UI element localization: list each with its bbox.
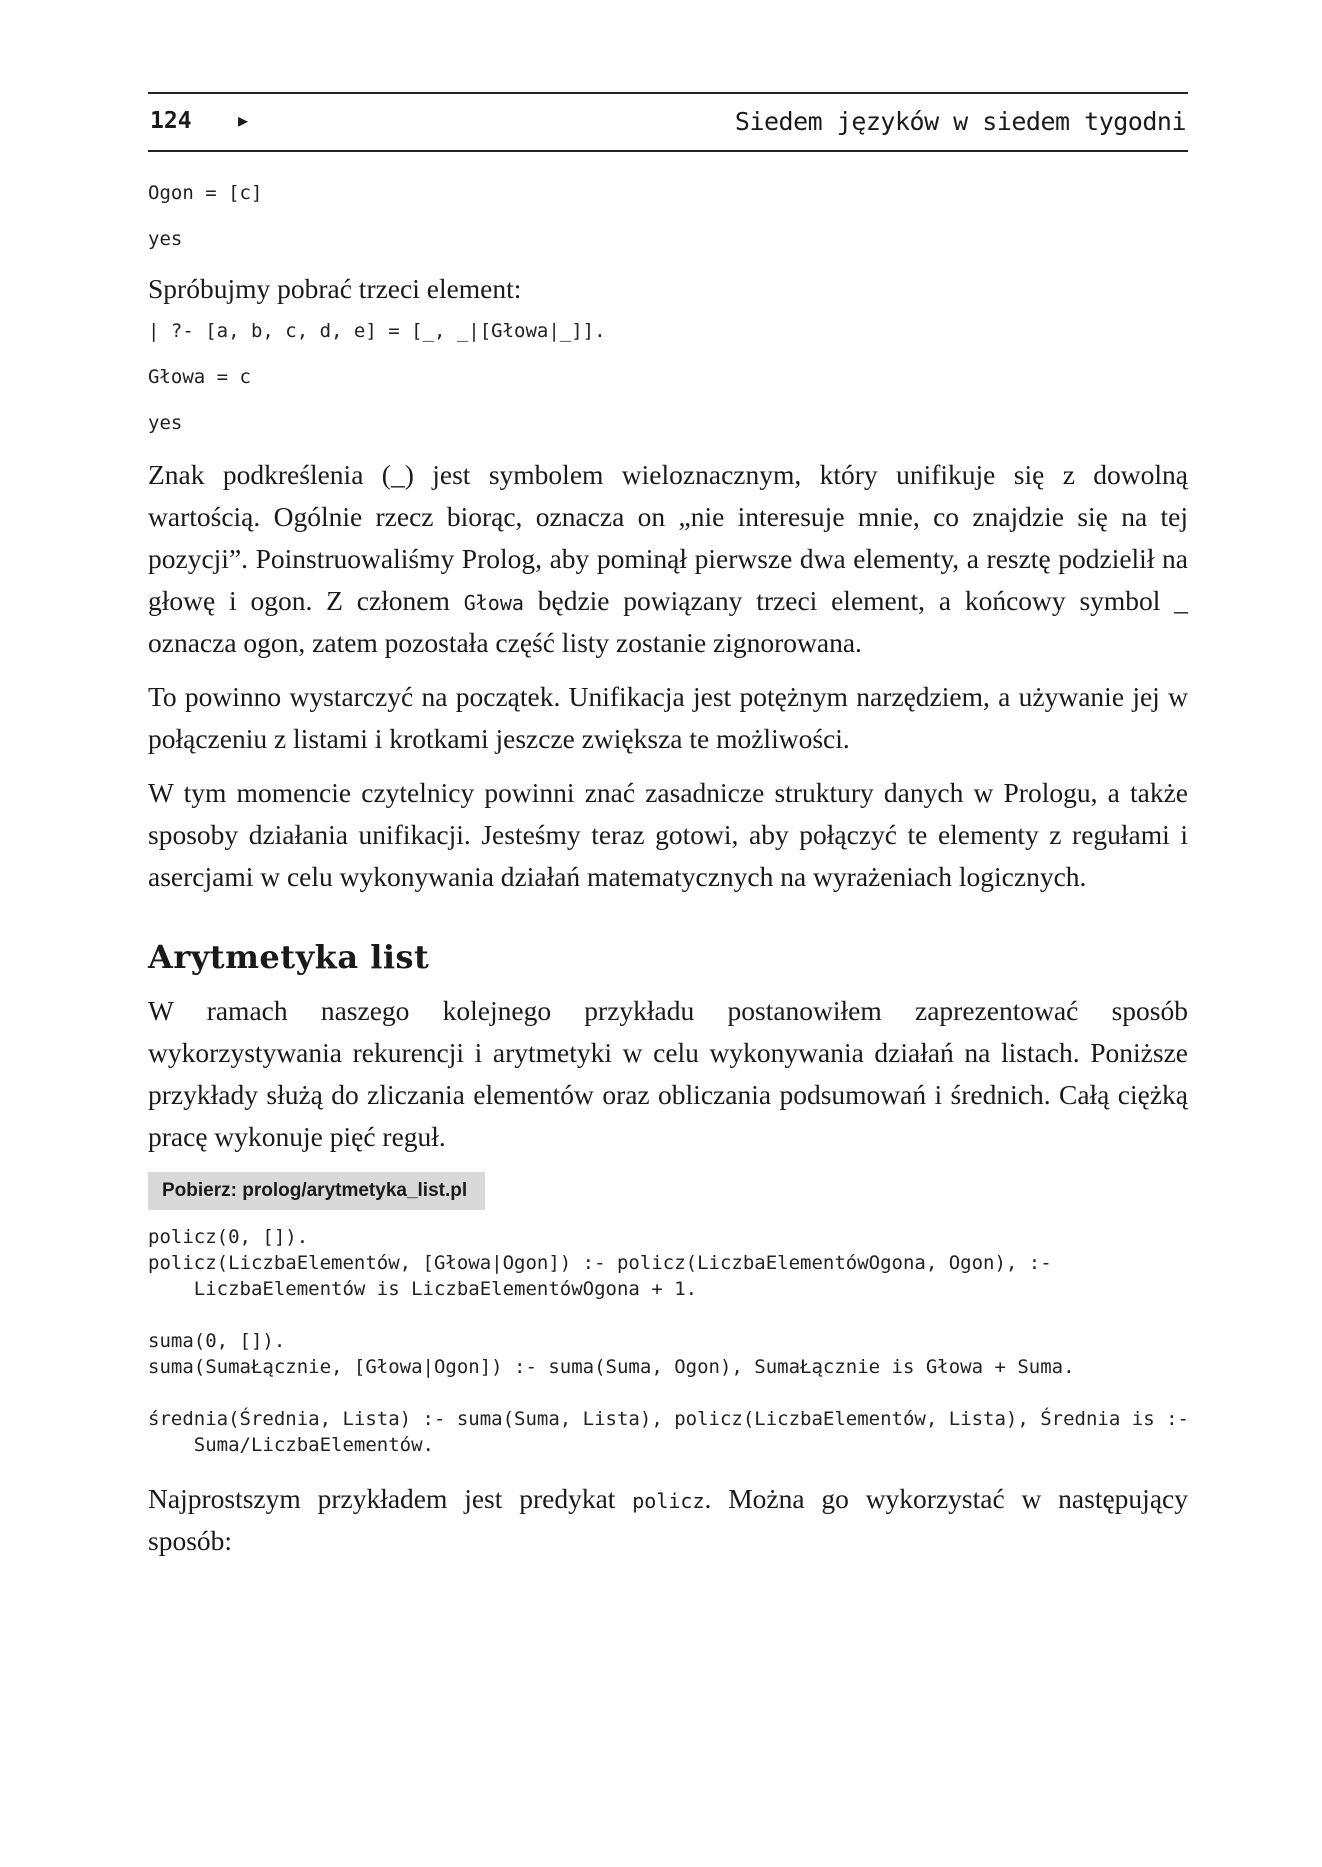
code-block-2 bbox=[148, 226, 1188, 252]
paragraph-arithmetic: W ramach naszego kolejnego przykładu postanowiłem zaprezentować sposób wykorzystywania rekurencji i arytmetyki w celu wykonywania działań na listach. Poniższe przykłady służą do zliczania elementów oraz obliczania podsumowań i średnich. Całą ciężką pracę wykonuje pięć reguł. bbox=[148, 995, 1188, 1152]
running-title: Siedem języków w siedem tygodni bbox=[734, 107, 1186, 136]
code-line: suma(SumaŁącznie, [Głowa|Ogon]) :- suma(Suma, Ogon), SumaŁącznie is Głowa + Suma. bbox=[148, 1356, 1075, 1378]
paragraph-text: Najprostszym przykładem jest predykat bbox=[148, 1483, 633, 1514]
inline-code: Głowa bbox=[463, 591, 524, 615]
code-line: suma(0, []). bbox=[148, 1330, 286, 1352]
paragraph-policz bbox=[148, 1478, 1188, 1562]
running-header bbox=[148, 92, 1188, 152]
code-block-3 bbox=[148, 318, 1188, 344]
code-block-4 bbox=[148, 364, 1188, 390]
code-line: policz(0, []). bbox=[148, 1226, 309, 1248]
paragraph-unification: To powinno wystarczyć na początek. Unifikacja jest potężnym narzędziem, a używanie jej w połączeniu z listami i krotkami jeszcze zwiększa te możliwości. bbox=[148, 681, 1188, 754]
code-block-1 bbox=[148, 180, 1188, 206]
section-heading: Arytmetyka list bbox=[148, 938, 430, 976]
code-block-5 bbox=[148, 410, 1188, 436]
paragraph-text: . Można go wykorzystać w następujący sposób: bbox=[148, 1483, 1188, 1556]
code-line: yes bbox=[148, 412, 183, 434]
code-line: yes bbox=[148, 228, 183, 250]
code-block-policz bbox=[148, 1224, 1188, 1302]
paragraph-readiness: W tym momencie czytelnicy powinni znać zasadnicze struktury danych w Prologu, a także sposoby działania unifikacji. Jesteśmy teraz gotowi, aby połączyć te elementy z regułami i asercjami w celu wykonywania działań matematycznych na wyrażeniach logicznych. bbox=[148, 777, 1188, 892]
paragraph-intro: Spróbujmy pobrać trzeci element: bbox=[148, 273, 522, 304]
code-line: LiczbaElementów is LiczbaElementówOgona + 1. bbox=[148, 1278, 698, 1300]
triangle-arrow-icon: ▸ bbox=[238, 108, 249, 132]
page-number: 124 bbox=[150, 108, 192, 134]
code-line: Suma/LiczbaElementów. bbox=[148, 1434, 434, 1456]
download-label[interactable]: Pobierz: prolog/arytmetyka_list.pl bbox=[148, 1172, 485, 1210]
code-line: policz(LiczbaElementów, [Głowa|Ogon]) :- policz(LiczbaElementówOgona, Ogon), :- bbox=[148, 1252, 1052, 1274]
inline-code: policz bbox=[632, 1489, 705, 1513]
code-block-suma bbox=[148, 1328, 1188, 1380]
code-line: średnia(Średnia, Lista) :- suma(Suma, Lista), policz(LiczbaElementów, Lista), Średnia is :- bbox=[148, 1408, 1189, 1430]
page-body bbox=[148, 180, 1188, 1562]
code-block-srednia bbox=[148, 1406, 1188, 1458]
paragraph-text: będzie powiązany trzeci element, a końcowy symbol _ oznacza ogon, zatem pozostała część listy zostanie zignorowana. bbox=[148, 585, 1188, 658]
paragraph-wildcard bbox=[148, 454, 1188, 664]
paragraph-text: Znak podkreślenia (_) jest symbolem wieloznacznym, który unifikuje się z dowolną wartością. Ogólnie rzecz biorąc, oznacza on „nie interesuje mnie, co znajdzie się na tej pozycji”. Poinstruowaliśmy Prolog, aby pominął pierwsze dwa elementy, a resztę podzielił na głowę i ogon. Z członem bbox=[148, 459, 1188, 616]
code-line: Ogon = [c] bbox=[148, 182, 263, 204]
code-line: Głowa = c bbox=[148, 366, 251, 388]
code-line: | ?- [a, b, c, d, e] = [_, _|[Głowa|_]]. bbox=[148, 320, 606, 342]
